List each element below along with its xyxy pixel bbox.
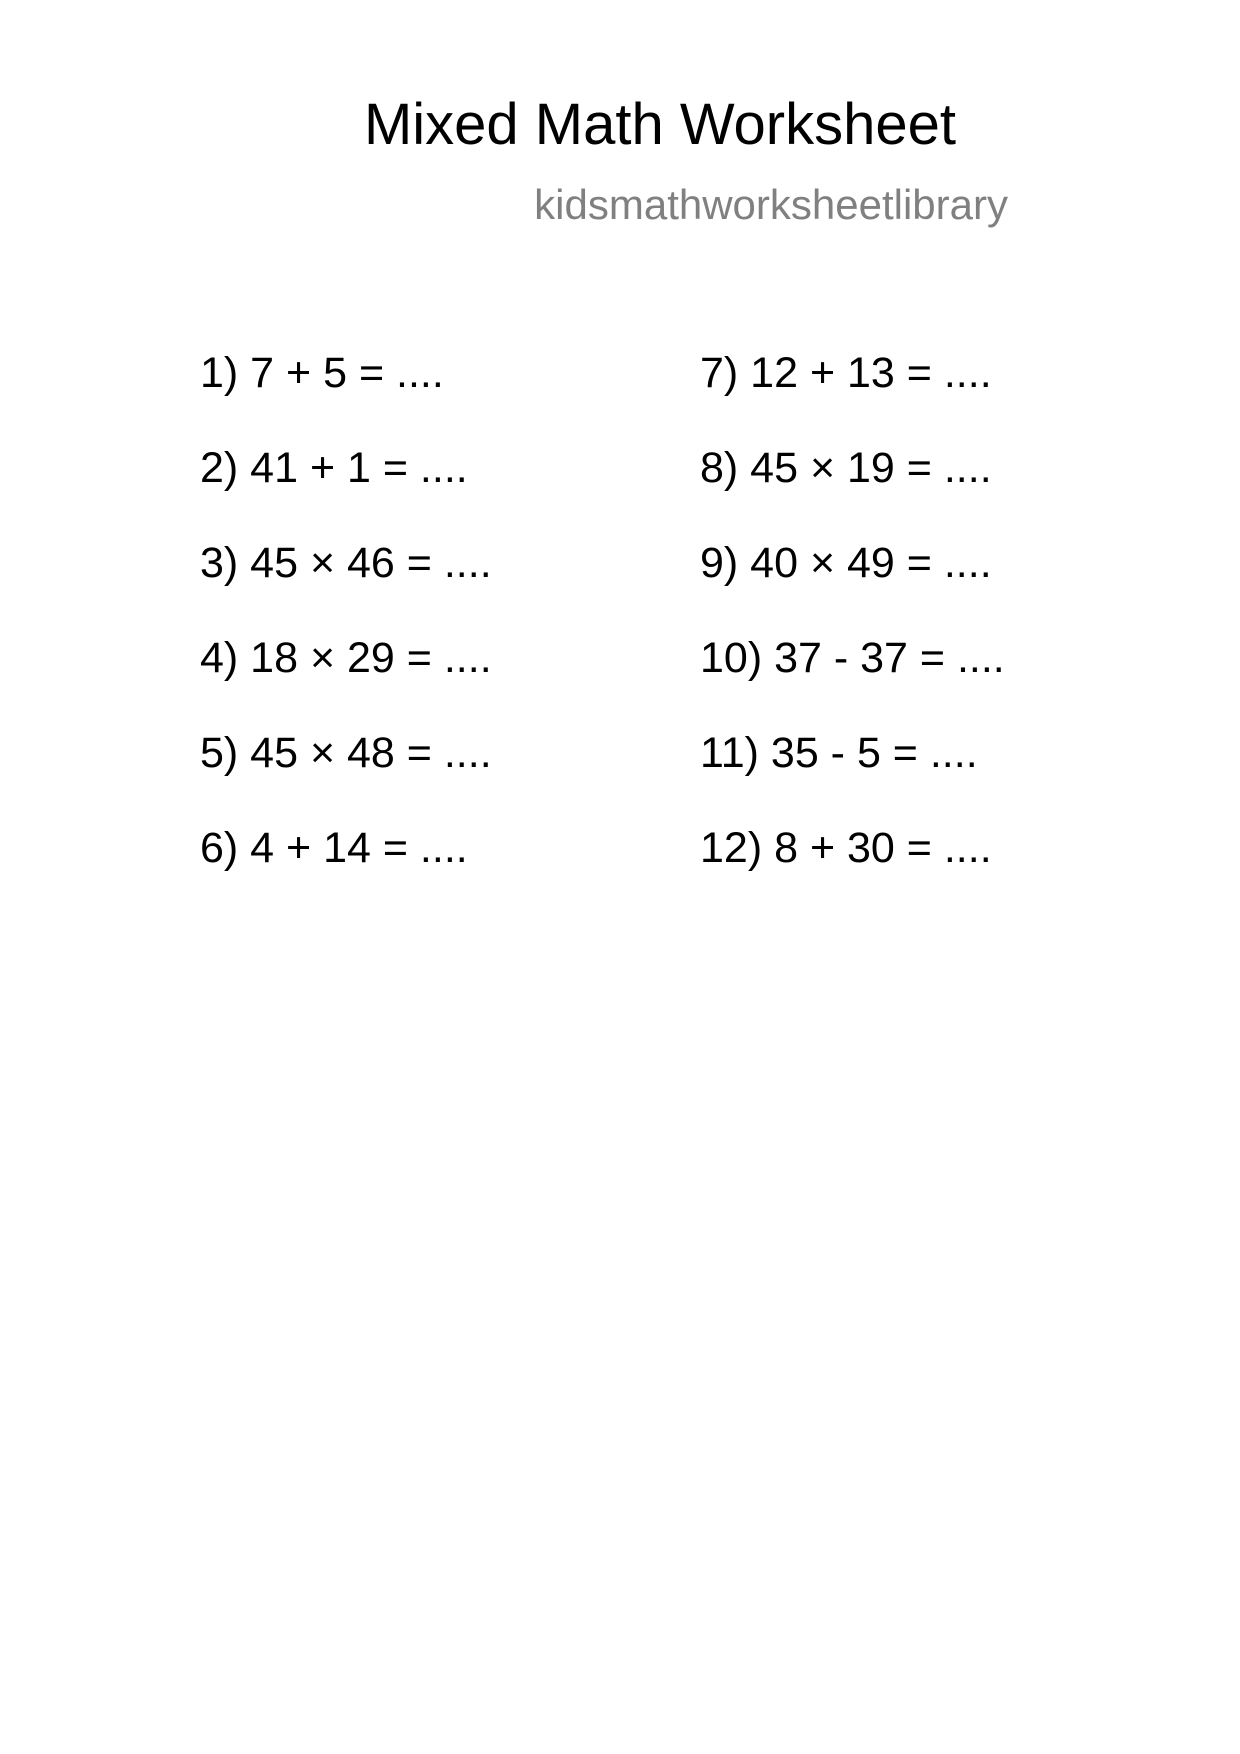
problem-11: 11) 35 - 5 = .... — [700, 729, 978, 777]
source-subtitle: kidsmathworksheetlibrary — [534, 181, 1008, 228]
page-title: Mixed Math Worksheet — [363, 92, 957, 157]
problem-column-left — [200, 349, 492, 922]
problem-7: 7) 12 + 13 = .... — [700, 349, 992, 397]
problem-12: 12) 8 + 30 = .... — [700, 824, 992, 872]
problem-column-right — [700, 349, 1005, 922]
problem-1: 1) 7 + 5 = .... — [200, 349, 444, 397]
problem-2: 2) 41 + 1 = .... — [200, 444, 468, 492]
problem-3: 3) 45 × 46 = .... — [200, 539, 492, 587]
problem-4: 4) 18 × 29 = .... — [200, 634, 492, 682]
problem-6: 6) 4 + 14 = .... — [200, 824, 468, 872]
problem-5: 5) 45 × 48 = .... — [200, 729, 492, 777]
problem-9: 9) 40 × 49 = .... — [700, 539, 992, 587]
problem-8: 8) 45 × 19 = .... — [700, 444, 992, 492]
problem-10: 10) 37 - 37 = .... — [700, 634, 1005, 682]
